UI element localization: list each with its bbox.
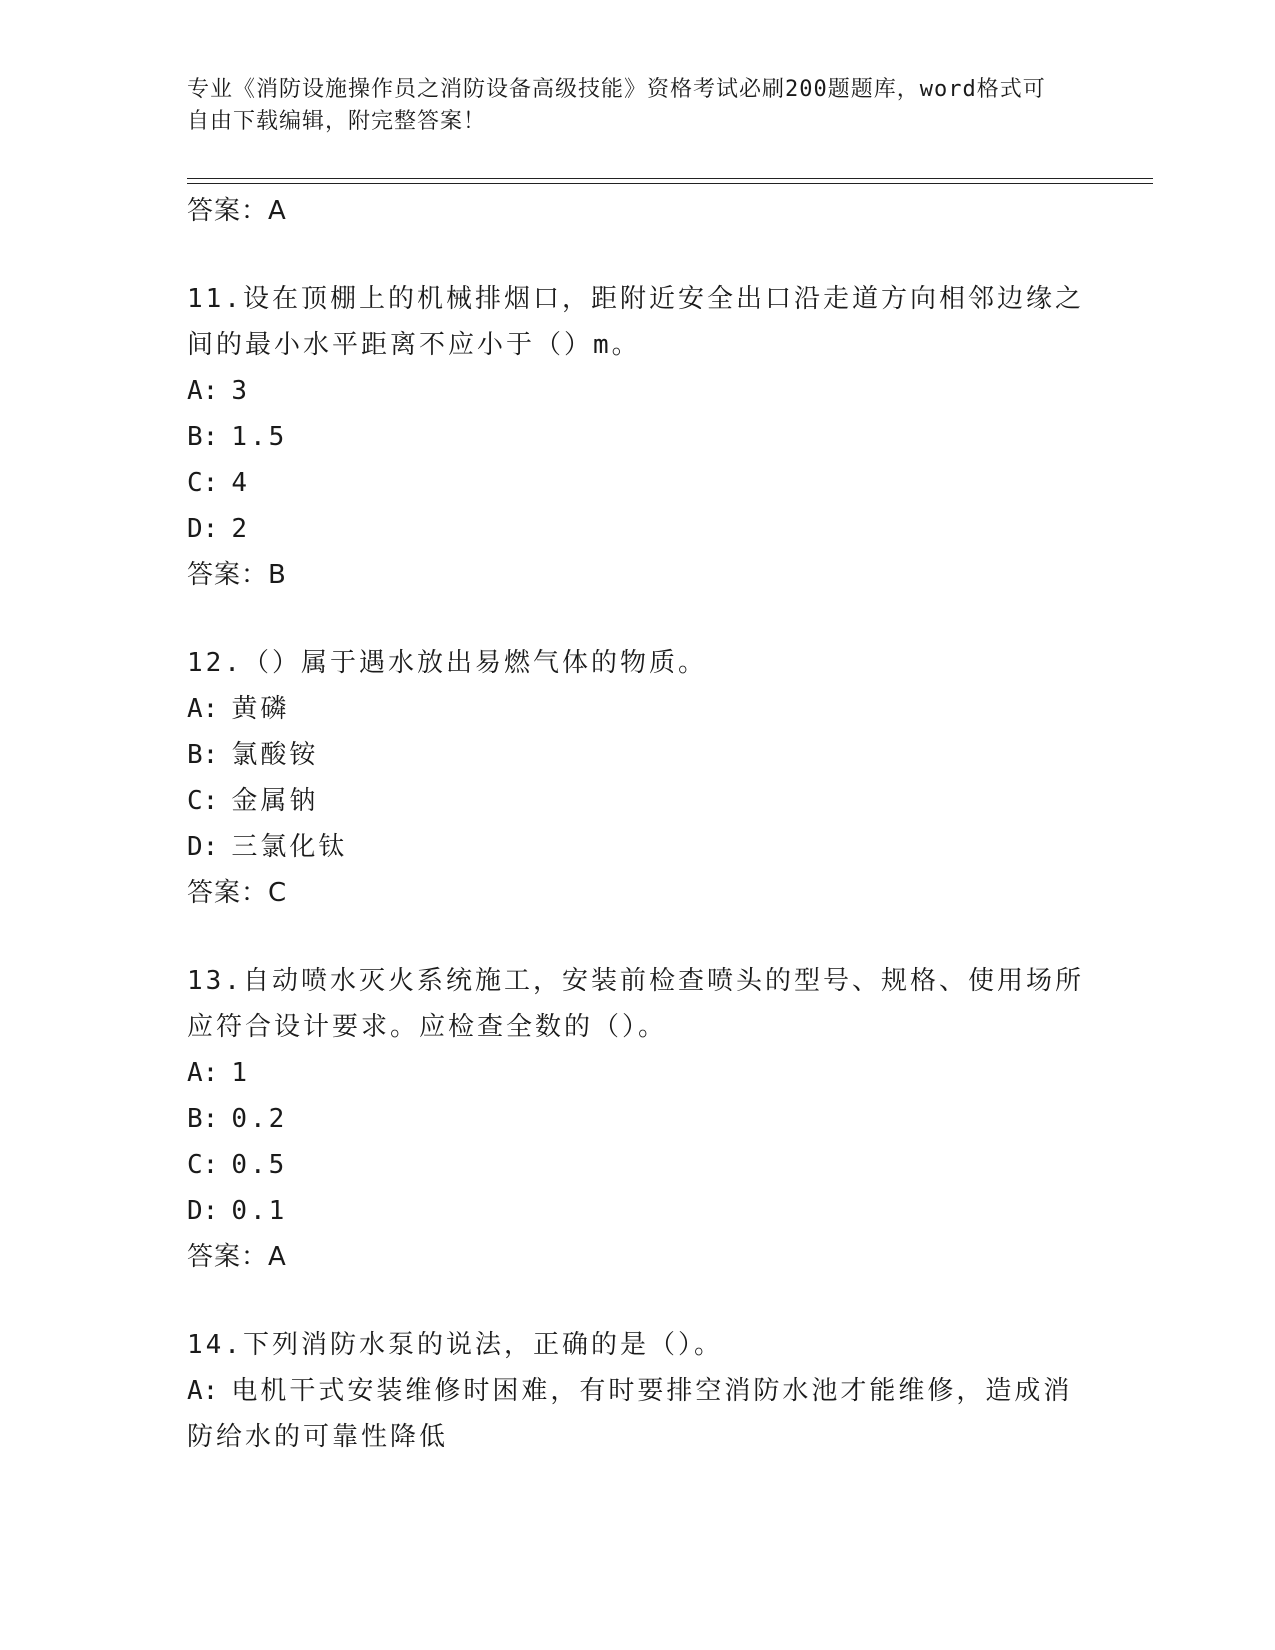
option-letter: D <box>187 1196 203 1226</box>
option-a <box>187 1368 1087 1460</box>
option-text: 0.1 <box>231 1196 288 1226</box>
document-body <box>187 188 1087 1460</box>
question-text: 14.下列消防水泵的说法，正确的是（）。 <box>187 1330 723 1360</box>
option-text: 金属钠 <box>231 786 319 816</box>
option-c <box>187 460 1087 506</box>
option-text: 黄磷 <box>231 694 290 724</box>
option-text: 0.2 <box>231 1104 288 1134</box>
question-text: 12.（）属于遇水放出易燃气体的物质。 <box>187 648 707 678</box>
option-separator: : <box>202 694 222 724</box>
option-b <box>187 1096 1087 1142</box>
option-letter: A <box>187 1376 203 1406</box>
document-header: 专业《消防设施操作员之消防设备高级技能》资格考试必刷200题题库，word格式可自由下载编辑，附完整答案！ <box>187 77 1046 134</box>
option-separator: : <box>202 832 222 862</box>
option-text: 三氯化钛 <box>231 832 348 862</box>
option-d <box>187 1188 1087 1234</box>
answer-value: B <box>268 560 287 590</box>
option-separator: : <box>202 514 222 544</box>
option-letter: B <box>187 422 203 452</box>
option-separator: : <box>202 422 222 452</box>
option-letter: C <box>187 1150 203 1180</box>
option-letter: D <box>187 514 203 544</box>
header-divider-thick <box>187 178 1153 179</box>
answer-line <box>187 188 1087 234</box>
option-letter: B <box>187 1104 203 1134</box>
option-separator: : <box>202 468 222 498</box>
option-separator: : <box>202 786 222 816</box>
option-letter: A <box>187 1058 203 1088</box>
answer-value: A <box>268 196 287 226</box>
question-11 <box>187 276 1087 598</box>
option-separator: : <box>202 740 222 770</box>
option-a <box>187 686 1087 732</box>
answer-value: A <box>268 1242 287 1272</box>
question-12 <box>187 640 1087 916</box>
question-14 <box>187 1322 1087 1460</box>
option-c <box>187 778 1087 824</box>
option-text: 1.5 <box>231 422 288 452</box>
option-d <box>187 824 1087 870</box>
option-letter: D <box>187 832 203 862</box>
option-letter: C <box>187 786 203 816</box>
question-text: 11.设在顶棚上的机械排烟口，距附近安全出口沿走道方向相邻边缘之间的最小水平距离不应小于（）m。 <box>187 284 1084 360</box>
answer-line <box>187 1234 1087 1280</box>
option-d <box>187 506 1087 552</box>
answer-label: 答案： <box>187 196 269 226</box>
option-letter: B <box>187 740 203 770</box>
option-b <box>187 732 1087 778</box>
option-text: 1 <box>231 1058 250 1088</box>
answer-label: 答案： <box>187 1242 269 1272</box>
option-separator: : <box>202 1104 222 1134</box>
option-text: 0.5 <box>231 1150 288 1180</box>
question-13 <box>187 958 1087 1280</box>
answer-label: 答案： <box>187 560 269 590</box>
option-text: 4 <box>231 468 250 498</box>
option-text: 电机干式安装维修时困难，有时要排空消防水池才能维修，造成消防给水的可靠性降低 <box>187 1376 1073 1452</box>
question-text: 13.自动喷水灭火系统施工，安装前检查喷头的型号、规格、使用场所应符合设计要求。应检查全数的（）。 <box>187 966 1084 1042</box>
option-text: 氯酸铵 <box>231 740 319 770</box>
option-text: 2 <box>231 514 250 544</box>
answer-value: C <box>268 878 288 908</box>
header-divider-thin <box>187 183 1153 184</box>
option-separator: : <box>202 376 222 406</box>
option-c <box>187 1142 1087 1188</box>
option-b <box>187 414 1087 460</box>
option-separator: : <box>202 1150 222 1180</box>
option-separator: : <box>202 1376 222 1406</box>
answer-label: 答案： <box>187 878 269 908</box>
option-letter: A <box>187 376 203 406</box>
option-a <box>187 368 1087 414</box>
option-text: 3 <box>231 376 250 406</box>
answer-line <box>187 552 1087 598</box>
option-separator: : <box>202 1196 222 1226</box>
answer-line <box>187 870 1087 916</box>
option-separator: : <box>202 1058 222 1088</box>
option-letter: C <box>187 468 203 498</box>
option-a <box>187 1050 1087 1096</box>
option-letter: A <box>187 694 203 724</box>
